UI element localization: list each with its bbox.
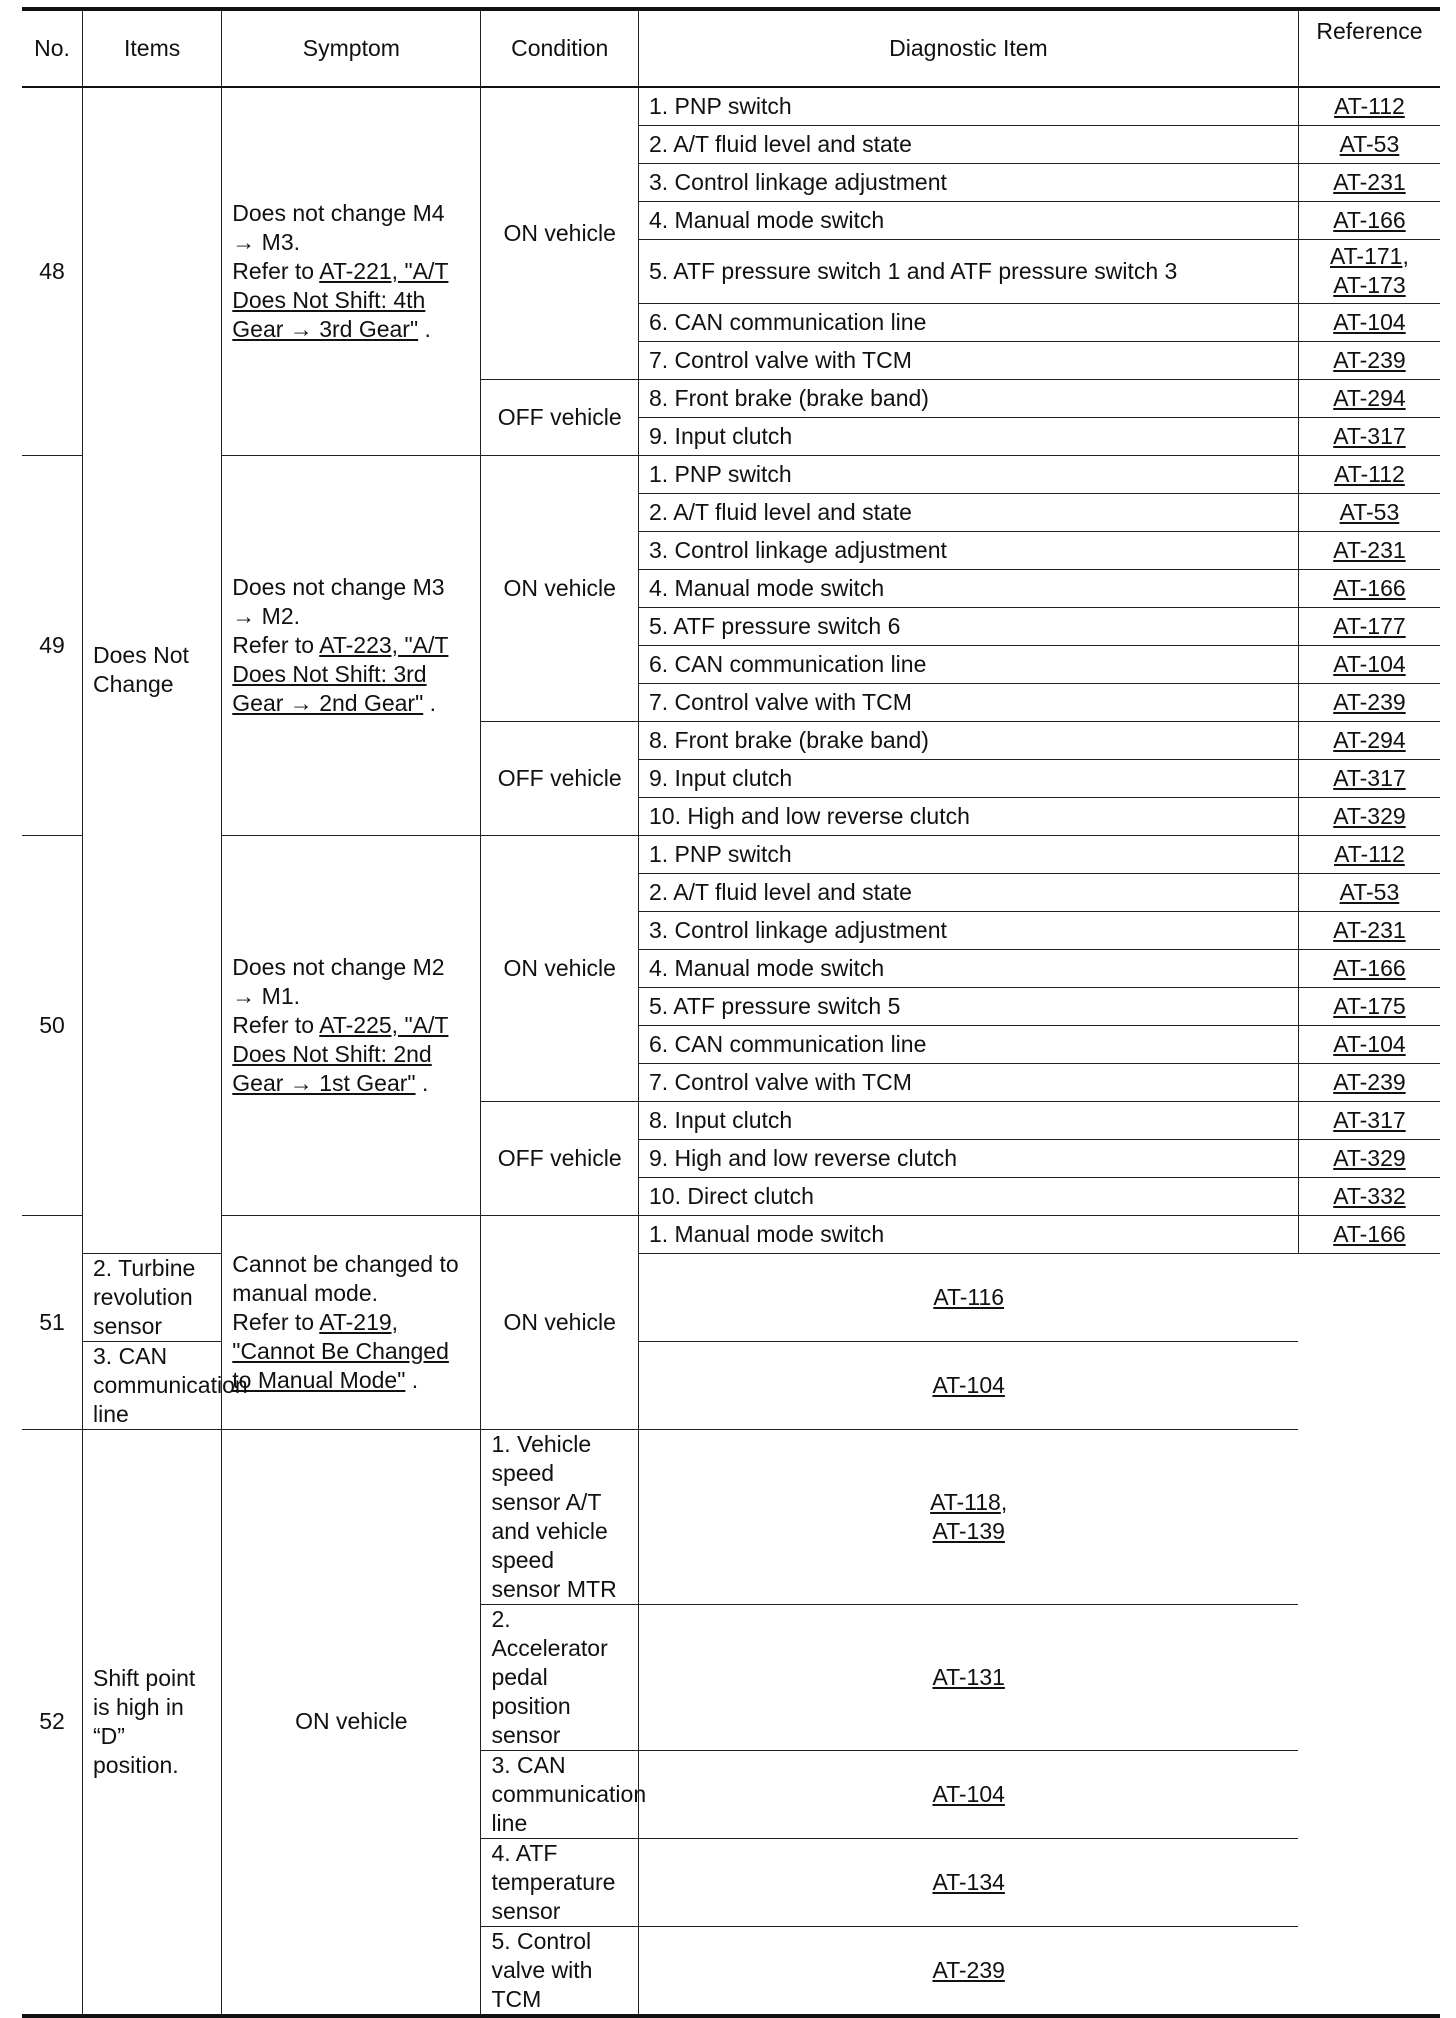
condition-cell: OFF vehicle — [481, 1101, 639, 1215]
reference-cell — [1298, 341, 1440, 379]
row-number: 50 — [22, 835, 83, 1215]
reference-link[interactable]: AT-104 — [1333, 1030, 1406, 1057]
diagnostic-item: 1. Vehicle speed sensor A/T and vehicle speed sensor MTR — [481, 1429, 639, 1604]
symptom-cell — [83, 1429, 222, 2016]
reference-link[interactable]: AT-134 — [932, 1868, 1005, 1895]
reference-cell — [1298, 607, 1440, 645]
diagnostic-item: 4. ATF temperature sensor — [481, 1838, 639, 1926]
reference-cell — [1298, 683, 1440, 721]
header-no: No. — [22, 9, 83, 87]
reference-cell — [1298, 163, 1440, 201]
reference-cell — [1298, 911, 1440, 949]
reference-link[interactable]: AT-104 — [1333, 650, 1406, 677]
diagnostic-item: 10. High and low reverse clutch — [638, 797, 1298, 835]
diagnostic-item: 6. CAN communication line — [638, 645, 1298, 683]
reference-link[interactable]: AT-53 — [1339, 878, 1400, 905]
reference-cell — [1298, 1139, 1440, 1177]
diagnostic-item: 4. Manual mode switch — [638, 201, 1298, 239]
reference-link[interactable]: AT-175 — [1333, 992, 1406, 1019]
header-items: Items — [83, 9, 222, 87]
reference-link[interactable]: AT-104 — [932, 1371, 1005, 1398]
diagnostic-item: 5. ATF pressure switch 6 — [638, 607, 1298, 645]
reference-link[interactable]: AT-166 — [1333, 574, 1406, 601]
reference-cell — [1298, 379, 1440, 417]
reference-link[interactable]: AT-294 — [1333, 726, 1406, 753]
diagnostic-item: 3. Control linkage adjustment — [638, 163, 1298, 201]
symptom-text: Does not change M3 → M2. — [232, 573, 445, 629]
items-category: Does Not Change — [83, 87, 222, 1253]
reference-link[interactable]: AT-131 — [932, 1663, 1005, 1690]
reference-cell — [1298, 645, 1440, 683]
reference-cell — [1298, 1101, 1440, 1139]
diagnostic-item: 1. PNP switch — [638, 87, 1298, 125]
reference-link[interactable]: AT-104 — [932, 1780, 1005, 1807]
table-body — [22, 87, 1440, 2016]
condition-cell: ON vehicle — [481, 1215, 639, 1429]
reference-cell — [1298, 455, 1440, 493]
diagnostic-item: 3. CAN communication line — [481, 1750, 639, 1838]
diagnostic-item: 8. Front brake (brake band) — [638, 379, 1298, 417]
diagnostic-item: 8. Input clutch — [638, 1101, 1298, 1139]
reference-link[interactable]: AT-239 — [1333, 688, 1406, 715]
reference-cell — [1298, 569, 1440, 607]
reference-cell — [1298, 873, 1440, 911]
reference-link[interactable]: AT-231 — [1333, 168, 1406, 195]
diagnostic-item: 2. A/T fluid level and state — [638, 873, 1298, 911]
condition-cell: ON vehicle — [481, 87, 639, 379]
diagnostic-item: 9. Input clutch — [638, 759, 1298, 797]
diagnostic-item: 6. CAN communication line — [638, 1025, 1298, 1063]
reference-link[interactable]: AT-166 — [1333, 954, 1406, 981]
reference-link[interactable]: AT-118 — [930, 1488, 1001, 1515]
reference-cell: AT-171, AT-173 — [1298, 239, 1440, 303]
diagnostic-item: 1. PNP switch — [638, 835, 1298, 873]
diagnostic-item: 3. Control linkage adjustment — [638, 911, 1298, 949]
reference-cell — [638, 1604, 1298, 1750]
reference-cell — [638, 1750, 1298, 1838]
reference-link[interactable]: AT-173 — [1333, 272, 1406, 298]
reference-cell — [1298, 949, 1440, 987]
table-row — [22, 87, 1440, 125]
symptom-text: Does not change M2 → M1. — [232, 953, 445, 1009]
reference-link[interactable]: AT-239 — [1333, 346, 1406, 373]
reference-cell — [1298, 493, 1440, 531]
reference-link[interactable]: AT-177 — [1333, 612, 1406, 639]
symptom-period: . — [429, 689, 437, 716]
table-row — [22, 835, 1440, 873]
symptom-text: Shift point is high in “D” position. — [93, 1664, 196, 1778]
symptom-refer-text: Refer to — [232, 631, 315, 658]
symptom-cell — [222, 87, 481, 455]
diagnostic-item: 5. ATF pressure switch 1 and ATF pressure switch 3 — [638, 239, 1298, 303]
symptom-period: . — [424, 315, 431, 342]
reference-link[interactable]: AT-231 — [1333, 536, 1406, 563]
symptom-reference-link[interactable]: AT-219, "Cannot Be Changed to Manual Mode" — [232, 1308, 449, 1393]
diagnostic-item: 1. PNP switch — [638, 455, 1298, 493]
reference-cell — [1298, 201, 1440, 239]
symptom-period: . — [421, 1069, 429, 1096]
reference-link[interactable]: AT-112 — [1334, 460, 1405, 487]
diagnostic-item: 1. Manual mode switch — [638, 1215, 1298, 1253]
diagnostic-item: 10. Direct clutch — [638, 1177, 1298, 1215]
symptom-text: Does not change M4 → M3. — [232, 199, 445, 255]
header-row — [22, 9, 1440, 87]
diagnostic-item: 2. Turbine revolution sensor — [83, 1253, 222, 1341]
reference-cell — [1298, 797, 1440, 835]
diagnosis-table — [22, 7, 1440, 2018]
reference-link[interactable]: AT-317 — [1333, 764, 1406, 791]
reference-link[interactable]: AT-231 — [1333, 916, 1406, 943]
symptom-cell — [222, 835, 481, 1215]
reference-cell — [638, 1838, 1298, 1926]
reference-cell: AT-118, AT-139 — [638, 1429, 1298, 1604]
symptom-refer-text: Refer to — [232, 1011, 315, 1038]
reference-link[interactable]: AT-116 — [933, 1283, 1005, 1310]
table-row — [22, 455, 1440, 493]
diagnostic-item: 6. CAN communication line — [638, 303, 1298, 341]
reference-link[interactable]: AT-317 — [1333, 1106, 1406, 1133]
diagnostic-item: 4. Manual mode switch — [638, 569, 1298, 607]
reference-link[interactable]: AT-239 — [1333, 1068, 1406, 1095]
reference-cell — [1298, 721, 1440, 759]
row-number: 49 — [22, 455, 83, 835]
reference-link[interactable]: AT-104 — [1333, 308, 1406, 335]
symptom-reference-link[interactable]: AT-225, "A/T Does Not Shift: 2nd Gear → 1st Gear" — [232, 1011, 449, 1096]
symptom-period: . — [411, 1366, 419, 1393]
header-diagnostic-item: Diagnostic Item — [638, 9, 1298, 87]
reference-cell — [1298, 417, 1440, 455]
diagnostic-item: 5. Control valve with TCM — [481, 1926, 639, 2016]
reference-link[interactable]: AT-139 — [932, 1517, 1005, 1544]
reference-cell — [1298, 303, 1440, 341]
diagnostic-item: 7. Control valve with TCM — [638, 683, 1298, 721]
symptom-refer-text: Refer to — [232, 1308, 315, 1335]
table-row — [22, 1215, 1440, 1253]
symptom-refer-text: Refer to — [232, 257, 315, 284]
diagnostic-item: 3. CAN communication line — [83, 1341, 222, 1429]
diagnostic-item: 7. Control valve with TCM — [638, 341, 1298, 379]
diagnostic-item: 8. Front brake (brake band) — [638, 721, 1298, 759]
reference-cell — [638, 1926, 1298, 2016]
reference-cell — [638, 1341, 1298, 1429]
condition-cell: OFF vehicle — [481, 379, 639, 455]
reference-cell — [1298, 835, 1440, 873]
reference-link[interactable]: AT-112 — [1334, 840, 1405, 867]
reference-cell — [1298, 1063, 1440, 1101]
diagnostic-item: 9. High and low reverse clutch — [638, 1139, 1298, 1177]
reference-link[interactable]: AT-166 — [1333, 1220, 1406, 1247]
symptom-reference-link[interactable]: AT-223, "A/T Does Not Shift: 3rd Gear → 2nd Gear" — [232, 631, 449, 716]
reference-cell — [1298, 759, 1440, 797]
reference-link[interactable]: AT-294 — [1333, 384, 1406, 411]
diagnostic-item: 2. A/T fluid level and state — [638, 493, 1298, 531]
reference-cell — [1298, 1177, 1440, 1215]
reference-cell — [1298, 987, 1440, 1025]
condition-cell: ON vehicle — [481, 835, 639, 1101]
reference-link[interactable]: AT-239 — [932, 1956, 1005, 1983]
diagnostic-item: 2. Accelerator pedal position sensor — [481, 1604, 639, 1750]
reference-link[interactable]: AT-171 — [1330, 243, 1403, 269]
reference-cell — [1298, 87, 1440, 125]
diagnostic-item: 4. Manual mode switch — [638, 949, 1298, 987]
reference-cell — [1298, 531, 1440, 569]
reference-cell — [1298, 125, 1440, 163]
reference-link[interactable]: AT-112 — [1334, 92, 1405, 119]
header-condition: Condition — [481, 9, 639, 87]
row-number: 51 — [22, 1215, 83, 1429]
symptom-reference-link[interactable]: AT-221, "A/T Does Not Shift: 4th Gear → 3rd Gear" — [232, 257, 449, 342]
reference-cell — [1298, 1025, 1440, 1063]
reference-link[interactable]: AT-329 — [1333, 1144, 1406, 1171]
table-row — [22, 1429, 1440, 1604]
reference-link[interactable]: AT-329 — [1333, 802, 1406, 829]
diagnostic-item: 9. Input clutch — [638, 417, 1298, 455]
symptom-cell — [222, 455, 481, 835]
reference-link[interactable]: AT-166 — [1333, 206, 1406, 233]
diagnostic-item: 5. ATF pressure switch 5 — [638, 987, 1298, 1025]
row-number: 48 — [22, 87, 83, 455]
header-symptom: Symptom — [222, 9, 481, 87]
symptom-text: Cannot be changed to manual mode. — [232, 1250, 459, 1306]
reference-cell — [1298, 1215, 1440, 1253]
condition-cell: ON vehicle — [481, 455, 639, 721]
reference-link[interactable]: AT-317 — [1333, 422, 1406, 449]
reference-link[interactable]: AT-332 — [1333, 1182, 1406, 1209]
diagnostic-item: 7. Control valve with TCM — [638, 1063, 1298, 1101]
row-number: 52 — [22, 1429, 83, 2016]
condition-cell: OFF vehicle — [481, 721, 639, 835]
diagnostic-item: 2. A/T fluid level and state — [638, 125, 1298, 163]
reference-link[interactable]: AT-53 — [1339, 498, 1400, 525]
diagnostic-item: 3. Control linkage adjustment — [638, 531, 1298, 569]
reference-cell — [638, 1253, 1298, 1341]
reference-link[interactable]: AT-53 — [1339, 130, 1400, 157]
header-reference: Reference — [1298, 9, 1440, 87]
condition-cell: ON vehicle — [222, 1429, 481, 2016]
symptom-cell — [222, 1215, 481, 1429]
